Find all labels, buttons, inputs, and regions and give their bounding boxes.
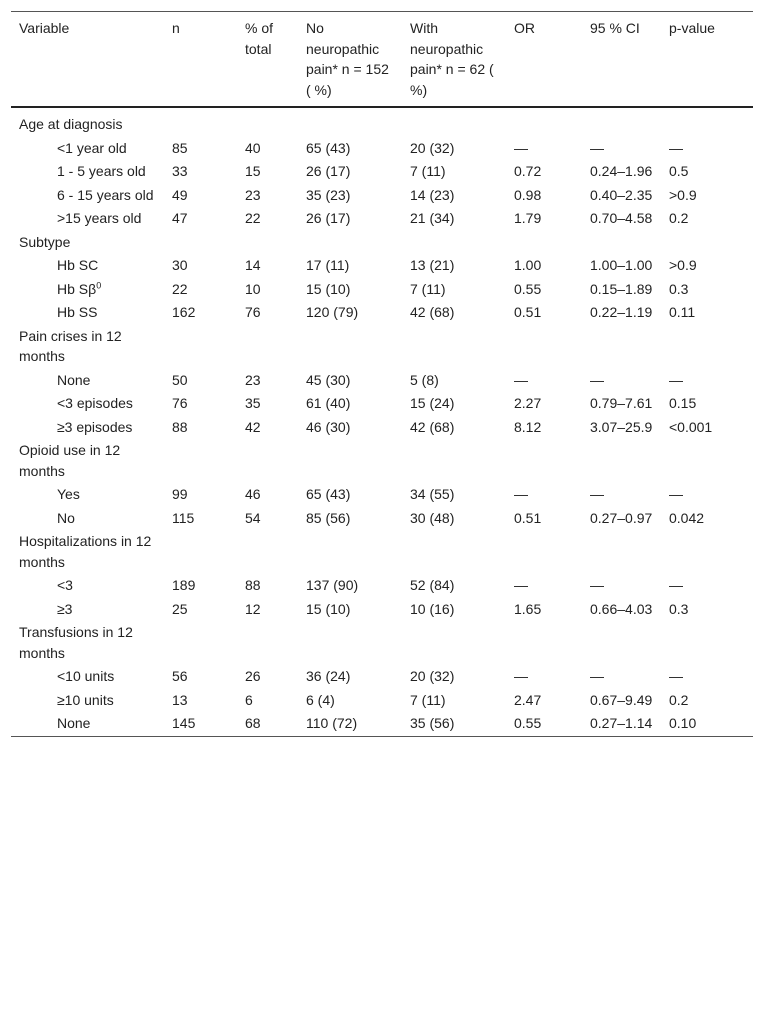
empty-cell (402, 621, 506, 665)
empty-cell (402, 107, 506, 136)
table-row (11, 207, 753, 231)
row-label (11, 160, 164, 184)
cell-with-pain: 42 (68) (410, 418, 455, 435)
row-label-text: 1 - 5 years old (57, 163, 146, 179)
table-body (11, 107, 753, 736)
column-header-p-value: p-value (669, 20, 715, 36)
empty-cell (237, 230, 298, 254)
empty-cell (506, 530, 582, 574)
group-header-row (11, 107, 753, 136)
cell-n: 145 (172, 715, 196, 731)
cell-no-pain: 26 (17) (306, 163, 351, 179)
cell-with-pain: 21 (34) (410, 210, 455, 226)
empty-cell (298, 621, 402, 665)
cell-p-value: 0.2 (669, 691, 689, 708)
cell-with-pain: 10 (16) (410, 600, 455, 617)
column-header-no-pain: No neuropathic pain* n = 152 ( %) (306, 20, 389, 98)
table-row (11, 506, 753, 530)
row-label-text: <1 year old (57, 139, 127, 156)
cell-or: 0.72 (514, 163, 542, 179)
cell-no-pain: 26 (17) (306, 210, 351, 226)
cell-p-value: — (669, 486, 683, 502)
empty-cell (237, 439, 298, 483)
cell-percent: 12 (245, 600, 261, 617)
cell-ci: 3.07–25.9 (590, 418, 653, 435)
table-row (11, 483, 753, 507)
cell-ci: — (590, 668, 604, 684)
empty-cell (661, 230, 753, 254)
row-label-text: Hb Sβ (57, 280, 97, 297)
group-header-row (11, 324, 753, 368)
cell-ci: 0.22–1.19 (590, 304, 653, 320)
empty-cell (661, 324, 753, 368)
cell-n: 33 (172, 163, 188, 179)
cell-percent: 6 (245, 691, 253, 708)
cell-no-pain: 61 (40) (306, 395, 351, 411)
cell-no-pain: 45 (30) (306, 371, 351, 388)
empty-cell (164, 439, 237, 483)
row-label-text: ≥3 episodes (57, 418, 133, 435)
row-label (11, 277, 164, 301)
empty-cell (506, 107, 582, 136)
empty-cell (237, 621, 298, 665)
cell-no-pain: 46 (30) (306, 418, 351, 435)
row-label-text: None (57, 371, 91, 388)
row-label-text: No (57, 509, 75, 526)
cell-ci: 0.70–4.58 (590, 210, 653, 226)
cell-ci: 0.40–2.35 (590, 186, 653, 203)
cell-or: 2.27 (514, 395, 542, 411)
cell-n: 88 (172, 418, 188, 435)
empty-cell (661, 439, 753, 483)
row-label (11, 136, 164, 160)
cell-no-pain: 110 (72) (306, 715, 358, 731)
empty-cell (402, 324, 506, 368)
cell-percent: 42 (245, 418, 261, 435)
group-label: Opioid use in 12 months (19, 442, 121, 479)
empty-cell (582, 230, 661, 254)
table-row (11, 277, 753, 301)
cell-ci: 1.00–1.00 (590, 257, 653, 273)
empty-cell (402, 530, 506, 574)
group-label: Pain crises in 12 months (19, 327, 122, 364)
cell-p-value: 0.3 (669, 600, 689, 617)
empty-cell (506, 439, 582, 483)
table-row (11, 665, 753, 689)
cell-ci: 0.27–1.14 (590, 715, 653, 731)
table-row (11, 368, 753, 392)
cell-or: 0.55 (514, 280, 542, 297)
cell-n: 47 (172, 210, 188, 226)
column-header-ci: 95 % CI (590, 20, 640, 36)
table-row (11, 301, 753, 325)
group-header-row (11, 621, 753, 665)
cell-no-pain: 15 (10) (306, 600, 351, 617)
empty-cell (164, 621, 237, 665)
empty-cell (298, 107, 402, 136)
empty-cell (298, 324, 402, 368)
cell-percent: 40 (245, 139, 261, 156)
cell-n: 50 (172, 371, 188, 388)
cell-with-pain: 35 (56) (410, 715, 455, 731)
empty-cell (164, 324, 237, 368)
group-label: Age at diagnosis (19, 116, 123, 132)
group-label: Hospitalizations in 12 months (19, 533, 152, 570)
column-header-or: OR (514, 20, 535, 36)
row-label (11, 688, 164, 712)
row-label (11, 597, 164, 621)
group-header-row (11, 439, 753, 483)
cell-or: 1.00 (514, 257, 542, 273)
cell-no-pain: 65 (43) (306, 486, 351, 502)
cell-percent: 22 (245, 210, 261, 226)
cell-with-pain: 20 (32) (410, 139, 455, 156)
row-label (11, 254, 164, 278)
table-row (11, 254, 753, 278)
cell-ci: 0.79–7.61 (590, 395, 653, 411)
cell-percent: 88 (245, 577, 261, 593)
cell-ci: 0.67–9.49 (590, 691, 653, 708)
cell-with-pain: 15 (24) (410, 395, 455, 411)
cell-or: 1.79 (514, 210, 542, 226)
cell-ci: 0.66–4.03 (590, 600, 653, 617)
cell-n: 76 (172, 395, 188, 411)
row-label-text: <10 units (57, 668, 115, 684)
table-row (11, 392, 753, 416)
empty-cell (402, 439, 506, 483)
cell-or: — (514, 139, 528, 156)
cell-percent: 23 (245, 371, 261, 388)
empty-cell (582, 530, 661, 574)
cell-ci: 0.27–0.97 (590, 509, 653, 526)
cell-percent: 15 (245, 163, 261, 179)
cell-n: 85 (172, 139, 188, 156)
column-header-variable: Variable (19, 20, 70, 36)
table-row (11, 574, 753, 598)
cell-with-pain: 30 (48) (410, 509, 455, 526)
cell-p-value: 0.042 (669, 509, 705, 526)
cell-or: 8.12 (514, 418, 542, 435)
cell-p-value: >0.9 (669, 186, 697, 203)
cell-or: 2.47 (514, 691, 542, 708)
cell-ci: 0.15–1.89 (590, 280, 653, 297)
cell-n: 99 (172, 486, 188, 502)
cell-percent: 26 (245, 668, 261, 684)
empty-cell (582, 324, 661, 368)
row-label-text: >15 years old (57, 210, 142, 226)
row-label-text: <3 episodes (57, 395, 133, 411)
cell-percent: 10 (245, 280, 261, 297)
table-row (11, 597, 753, 621)
group-header-row (11, 530, 753, 574)
cell-ci: 0.24–1.96 (590, 163, 653, 179)
row-label-text: Hb SC (57, 257, 99, 273)
cell-no-pain: 35 (23) (306, 186, 351, 203)
cell-with-pain: 5 (8) (410, 371, 439, 388)
row-label (11, 712, 164, 737)
cell-no-pain: 65 (43) (306, 139, 351, 156)
cell-no-pain: 36 (24) (306, 668, 351, 684)
results-table (11, 11, 753, 737)
cell-n: 56 (172, 668, 188, 684)
cell-p-value: 0.5 (669, 163, 689, 179)
row-label (11, 415, 164, 439)
cell-percent: 76 (245, 304, 261, 320)
empty-cell (661, 621, 753, 665)
cell-p-value: 0.10 (669, 715, 697, 731)
cell-no-pain: 120 (79) (306, 304, 359, 320)
cell-or: 1.65 (514, 600, 542, 617)
cell-p-value: 0.2 (669, 210, 689, 226)
cell-p-value: — (669, 668, 683, 684)
empty-cell (582, 621, 661, 665)
row-label (11, 207, 164, 231)
cell-or: — (514, 371, 528, 388)
table-row (11, 712, 753, 737)
row-label-superscript: 0 (96, 279, 102, 290)
row-label-text: <3 (57, 577, 73, 593)
cell-p-value: — (669, 577, 683, 593)
cell-ci: — (590, 486, 604, 502)
empty-cell (298, 230, 402, 254)
row-label (11, 301, 164, 325)
table-row (11, 183, 753, 207)
empty-cell (582, 439, 661, 483)
column-header-with-pain: With neuropathic pain* n = 62 ( %) (410, 20, 494, 98)
cell-percent: 23 (245, 186, 261, 203)
empty-cell (164, 107, 237, 136)
row-label (11, 392, 164, 416)
column-header-percent: % of total (245, 20, 274, 57)
empty-cell (582, 107, 661, 136)
cell-no-pain: 17 (11) (306, 257, 350, 273)
row-label (11, 368, 164, 392)
cell-p-value: — (669, 139, 683, 156)
empty-cell (506, 230, 582, 254)
row-label (11, 183, 164, 207)
row-label (11, 483, 164, 507)
row-label-text: ≥10 units (57, 691, 114, 708)
cell-no-pain: 15 (10) (306, 280, 351, 297)
cell-no-pain: 85 (56) (306, 509, 351, 526)
empty-cell (237, 324, 298, 368)
cell-with-pain: 20 (32) (410, 668, 455, 684)
empty-cell (164, 230, 237, 254)
cell-with-pain: 7 (11) (410, 163, 446, 179)
cell-or: — (514, 577, 528, 593)
table-row (11, 688, 753, 712)
empty-cell (661, 530, 753, 574)
cell-n: 189 (172, 577, 196, 593)
row-label (11, 665, 164, 689)
cell-n: 49 (172, 186, 188, 203)
empty-cell (298, 439, 402, 483)
cell-p-value: 0.15 (669, 395, 697, 411)
cell-with-pain: 7 (11) (410, 691, 446, 708)
row-label (11, 506, 164, 530)
cell-with-pain: 14 (23) (410, 186, 455, 203)
cell-n: 22 (172, 280, 188, 297)
table-row (11, 415, 753, 439)
cell-percent: 46 (245, 486, 261, 502)
empty-cell (164, 530, 237, 574)
cell-or: 0.51 (514, 304, 542, 320)
cell-with-pain: 34 (55) (410, 486, 455, 502)
cell-with-pain: 13 (21) (410, 257, 455, 273)
cell-or: — (514, 486, 528, 502)
cell-n: 115 (172, 509, 195, 526)
row-label-text: 6 - 15 years old (57, 186, 154, 203)
cell-or: — (514, 668, 528, 684)
cell-n: 25 (172, 600, 188, 617)
cell-percent: 35 (245, 395, 261, 411)
empty-cell (402, 230, 506, 254)
row-label-text: Yes (57, 486, 80, 502)
empty-cell (298, 530, 402, 574)
cell-n: 30 (172, 257, 188, 273)
row-label-text: None (57, 715, 91, 731)
cell-ci: — (590, 139, 604, 156)
cell-n: 162 (172, 304, 196, 320)
cell-percent: 14 (245, 257, 261, 273)
group-label: Subtype (19, 233, 71, 250)
cell-or: 0.98 (514, 186, 542, 203)
column-header-n: n (172, 20, 180, 36)
table-row (11, 136, 753, 160)
cell-no-pain: 6 (4) (306, 691, 335, 708)
cell-p-value: <0.001 (669, 418, 713, 435)
cell-with-pain: 52 (84) (410, 577, 455, 593)
group-label: Transfusions in 12 months (19, 624, 133, 661)
row-label (11, 574, 164, 598)
cell-or: 0.55 (514, 715, 542, 731)
cell-p-value: >0.9 (669, 257, 697, 273)
cell-p-value: 0.3 (669, 280, 689, 297)
cell-with-pain: 42 (68) (410, 304, 455, 320)
row-label-text: ≥3 (57, 600, 73, 617)
header-row (11, 12, 753, 108)
row-label-text: Hb SS (57, 304, 98, 320)
cell-ci: — (590, 577, 604, 593)
cell-ci: — (590, 371, 604, 388)
table-header (11, 12, 753, 108)
cell-p-value: — (669, 371, 683, 388)
cell-p-value: 0.11 (669, 304, 696, 320)
empty-cell (237, 107, 298, 136)
empty-cell (237, 530, 298, 574)
cell-or: 0.51 (514, 509, 542, 526)
empty-cell (506, 324, 582, 368)
cell-percent: 54 (245, 509, 261, 526)
empty-cell (661, 107, 753, 136)
empty-cell (506, 621, 582, 665)
cell-percent: 68 (245, 715, 261, 731)
cell-with-pain: 7 (11) (410, 280, 446, 297)
group-header-row (11, 230, 753, 254)
table-row (11, 160, 753, 184)
cell-n: 13 (172, 691, 188, 708)
cell-no-pain: 137 (90) (306, 577, 359, 593)
